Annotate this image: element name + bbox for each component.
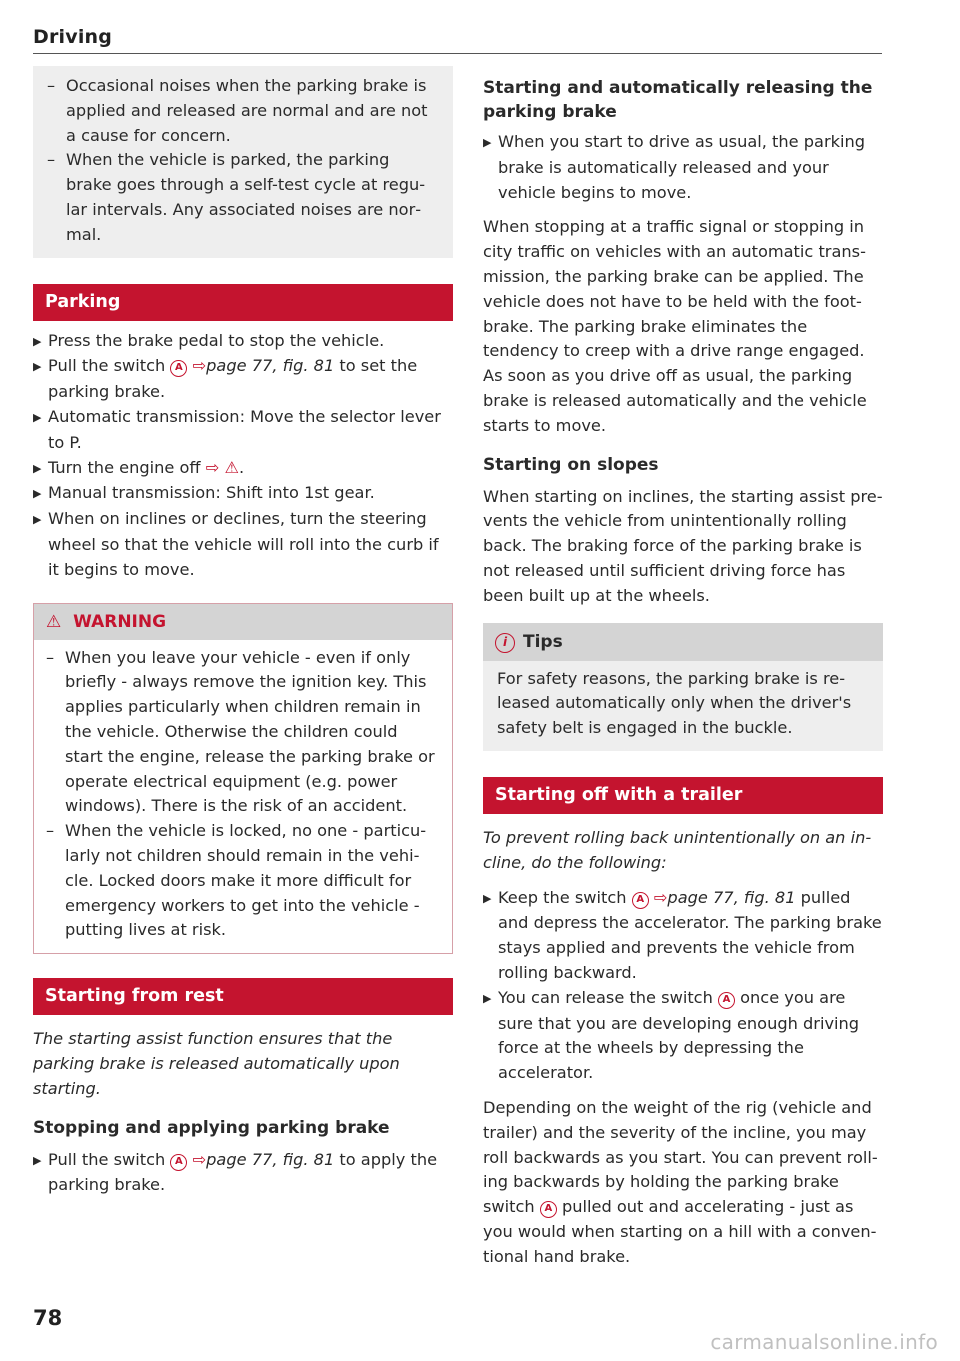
- tips-title: Tips: [523, 631, 563, 652]
- step-text: pulled and depress the accelerator. The parking brake stays applied and prevents the vehicle from rolling backward.: [498, 887, 882, 982]
- triangle-bullet-icon: ▶: [483, 891, 492, 905]
- step-text: Press the brake pedal to stop the vehicle.: [48, 330, 385, 350]
- step-text: Manual transmission: Shift into 1st gear.: [48, 483, 375, 503]
- step-text: When you start to drive as usual, the parking brake is automatically released and your vehicle begins to move.: [498, 132, 866, 202]
- page-reference-text: page 77, fig. 81: [206, 1149, 335, 1169]
- paragraph: [483, 1096, 883, 1270]
- page-number: 78: [33, 1306, 63, 1330]
- page-reference-link[interactable]: [193, 356, 335, 375]
- list-item-text: When the vehicle is locked, no one - particularly not children should remain in the vehicle. Locked doors make it more difficult for emergency workers to get into the vehicle - putting lives at risk.: [65, 821, 427, 940]
- step-item: [33, 329, 453, 355]
- triangle-bullet-icon: ▶: [33, 461, 42, 475]
- parking-steps: [33, 329, 453, 583]
- paragraph-text: Depending on the weight of the rig (vehicle and trailer) and the severity of the incline, you may roll backwards as you start. You can prevent rolling backwards by holding the parking brake switch: [483, 1097, 878, 1217]
- list-item: – Occasional noises when the parking brake is applied and released are normal and are not a cause for concern.: [47, 76, 428, 145]
- warning-box: [33, 603, 453, 955]
- arrow-right-icon: ⇨: [653, 887, 668, 907]
- step-text: once you are sure that you are developing enough driving force at the wheels by depressing the accelerator.: [498, 987, 860, 1083]
- step-item: [33, 481, 453, 507]
- page-reference-link[interactable]: [654, 888, 796, 907]
- triangle-bullet-icon: ▶: [33, 410, 42, 424]
- step-text: Automatic transmission: Move the selector lever to P.: [48, 406, 441, 452]
- step-text: .: [238, 457, 245, 477]
- page-reference-text: page 77, fig. 81: [206, 356, 335, 376]
- step-text: Keep the switch: [498, 887, 632, 907]
- triangle-bullet-icon: ▶: [33, 360, 42, 374]
- tips-body: For safety reasons, the parking brake is released automatically only when the driver's safety belt is engaged in the buckle.: [483, 661, 883, 751]
- paragraph: When starting on inclines, the starting assist prevents the vehicle from unintentionally rolling back. The braking force of the parking brake is not released until sufficient driving force has been built up at the wheels.: [483, 486, 883, 605]
- paragraph: When stopping at a traffic signal or stopping in city traffic on vehicles with an automatic transmission, the parking brake can be applied. The vehicle does not have to be held with the footbrake. The parking brake eliminates the tendency to creep with a drive range engaged. As soon as you drive off as usual, the parking brake is released automatically and the vehicle starts to move.: [483, 217, 867, 435]
- step-item: [483, 130, 883, 205]
- step-item: [483, 986, 883, 1086]
- list-item: – When you leave your vehicle - even if only briefly - always remove the ignition key. This applies particularly when children remain in the vehicle. Otherwise the children could start the engine, release the parking brake or operate electrical equipment (e.g. power windows). There is the risk of an accident.: [46, 647, 435, 816]
- step-text: to set the parking brake.: [48, 356, 418, 402]
- step-item: [33, 354, 453, 405]
- step-text: Pull the switch: [48, 356, 171, 376]
- warning-title: WARNING: [73, 611, 167, 632]
- paragraph-text: pulled out and accelerating - just as you would when starting on a hill with a conventional hand brake.: [483, 1197, 877, 1266]
- step-item: [33, 456, 453, 482]
- warning-body: [34, 640, 452, 954]
- step-item: [483, 886, 883, 986]
- header-rule: [33, 53, 882, 54]
- subheading: Stopping and applying parking brake: [33, 1117, 390, 1138]
- page-reference-text: page 77, fig. 81: [667, 887, 796, 907]
- section-intro: To prevent rolling back unintentionally on an incline, do the following:: [483, 827, 872, 872]
- list-item: – When the vehicle is locked, no one - particularly not children should remain in the vehicle. Locked doors make it more difficult for emergency workers to get into the vehicle - putting lives at risk.: [46, 821, 427, 940]
- section-title-starting-from-rest: Starting from rest: [33, 978, 453, 1015]
- arrow-right-icon: ⇨: [192, 356, 207, 376]
- step-text: Pull the switch: [48, 1149, 171, 1169]
- step-item: [33, 507, 453, 582]
- warning-triangle-icon: ⚠: [46, 611, 62, 632]
- triangle-bullet-icon: ▶: [483, 991, 492, 1005]
- triangle-bullet-icon: ▶: [33, 1153, 42, 1167]
- triangle-bullet-icon: ▶: [33, 487, 42, 501]
- page-reference-link[interactable]: [193, 1150, 335, 1169]
- list-item: – When the vehicle is parked, the parking brake goes through a self-test cycle at regular intervals. Any associated noises are normal.: [47, 150, 426, 244]
- warning-reference-link[interactable]: ⇨ ⚠: [205, 457, 239, 477]
- subheading: Starting on slopes: [483, 454, 659, 475]
- arrow-right-icon: ⇨: [192, 1149, 207, 1169]
- section-header: Driving: [33, 26, 113, 48]
- section-title-trailer: Starting off with a trailer: [483, 777, 883, 814]
- tips-header: [483, 623, 883, 661]
- step-text: When on inclines or declines, turn the steering wheel so that the vehicle will roll into the curb if it begins to move.: [48, 509, 439, 579]
- warning-triangle-icon: ⚠: [224, 457, 239, 477]
- step-text: to apply the parking brake.: [48, 1149, 438, 1195]
- step-item: [33, 405, 453, 456]
- list-item-text: When the vehicle is parked, the parking brake goes through a self-test cycle at regular intervals. Any associated noises are normal.: [66, 150, 426, 244]
- left-column: [33, 60, 453, 1198]
- step-item: [33, 1148, 453, 1199]
- triangle-bullet-icon: ▶: [33, 334, 42, 348]
- trailer-steps: [483, 886, 883, 1086]
- right-column: [483, 60, 883, 1269]
- step-text: Turn the engine off: [48, 457, 206, 477]
- triangle-bullet-icon: ▶: [33, 513, 42, 527]
- step-text: You can release the switch: [498, 987, 718, 1007]
- warning-header: [34, 604, 452, 640]
- switch-a-marker-icon: A: [170, 1154, 187, 1171]
- switch-a-marker-icon: A: [540, 1201, 557, 1218]
- tips-box: [483, 623, 883, 751]
- switch-a-marker-icon: A: [632, 892, 649, 909]
- section-intro: The starting assist function ensures that the parking brake is released automatically upon starting.: [33, 1029, 400, 1098]
- info-icon: i: [495, 633, 515, 653]
- list-item-text: When you leave your vehicle - even if only briefly - always remove the ignition key. This applies particularly when children remain in the vehicle. Otherwise the children could start the engine, release the parking brake or operate electrical equipment (e.g. power windows). There is the risk of an accident.: [65, 647, 435, 816]
- switch-a-marker-icon: A: [718, 992, 735, 1009]
- intro-note-box: [33, 66, 453, 258]
- list-item-text: Occasional noises when the parking brake is applied and released are normal and are not a cause for concern.: [66, 76, 428, 145]
- switch-a-marker-icon: A: [170, 360, 187, 377]
- section-title-parking: Parking: [33, 284, 453, 321]
- subheading: Starting and automatically releasing the parking brake: [483, 78, 873, 122]
- watermark: carmanualsonline.info: [710, 1330, 938, 1354]
- triangle-bullet-icon: ▶: [483, 136, 492, 149]
